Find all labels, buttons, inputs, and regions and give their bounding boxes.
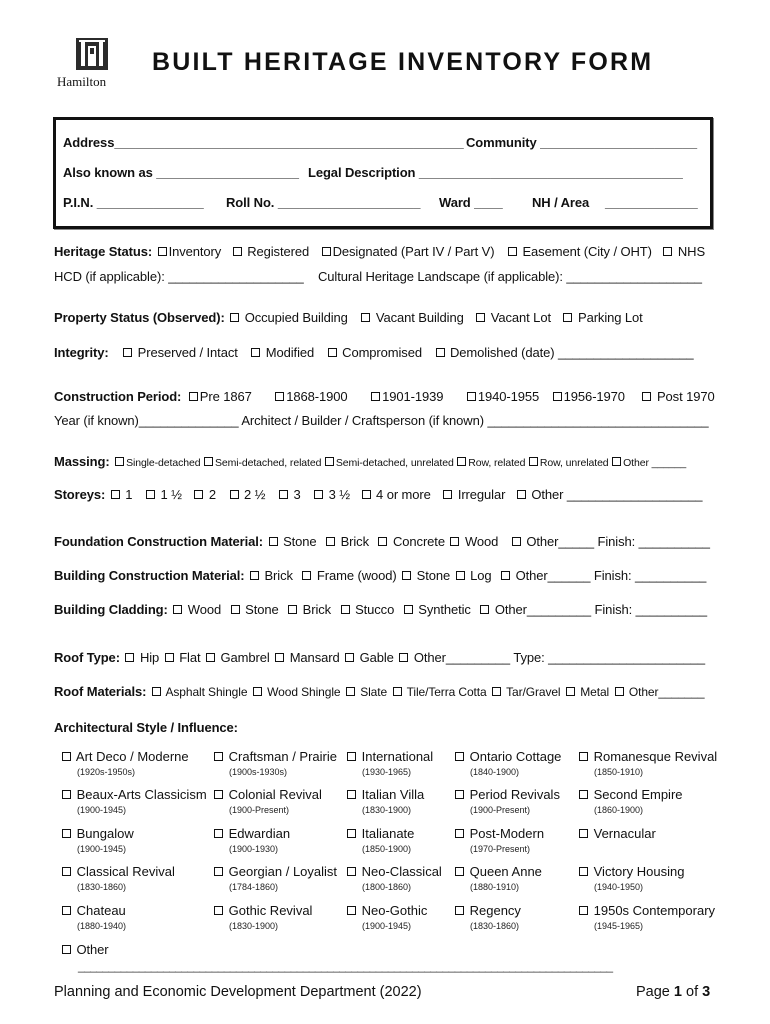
- style-years: (1850-1910): [594, 767, 644, 777]
- option-cladding-wood[interactable]: Wood: [173, 602, 221, 617]
- style-years: (1880-1940): [77, 921, 127, 931]
- style-option-line: [214, 903, 312, 918]
- style-option-other[interactable]: Other: [62, 942, 109, 957]
- checkbox-icon[interactable]: [529, 457, 538, 466]
- style-years: (1930-1965): [362, 767, 412, 777]
- logo-text: Hamilton: [57, 74, 107, 89]
- checkbox-icon[interactable]: [204, 457, 213, 466]
- style-name: Classical Revival: [76, 864, 175, 879]
- checkbox-icon[interactable]: [62, 790, 71, 799]
- checkbox-icon[interactable]: [231, 605, 240, 614]
- option-vacant-lot[interactable]: Vacant Lot: [476, 310, 551, 325]
- style-option[interactable]: [579, 749, 717, 777]
- architectural-style-label: Architectural Style / Influence:: [54, 720, 238, 735]
- massing-label: Massing:: [54, 454, 110, 469]
- style-name: Craftsman / Prairie: [228, 749, 337, 764]
- option-roof-flat[interactable]: Flat: [165, 650, 201, 665]
- option-1940-1955[interactable]: 1940-1955: [467, 389, 539, 404]
- checkbox-icon[interactable]: [517, 490, 526, 499]
- style-name: Beaux-Arts Classicism: [76, 787, 207, 802]
- checkbox-icon[interactable]: [347, 829, 356, 838]
- option-vacant-building[interactable]: Vacant Building: [361, 310, 463, 325]
- integrity-label: Integrity:: [54, 345, 109, 360]
- style-name: Colonial Revival: [228, 787, 322, 802]
- style-name: Victory Housing: [593, 864, 685, 879]
- checkbox-icon[interactable]: [457, 457, 466, 466]
- roof-type-row: [54, 650, 705, 665]
- style-option-line: [347, 864, 442, 879]
- checkbox-icon[interactable]: [450, 537, 459, 546]
- option-1901-1939[interactable]: 1901-1939: [371, 389, 443, 404]
- roof-materials-row: [54, 684, 704, 699]
- checkbox-icon[interactable]: [123, 348, 132, 357]
- option-foundation-stone[interactable]: Stone: [269, 534, 317, 549]
- checkbox-icon[interactable]: [612, 457, 621, 466]
- style-option-line: [579, 787, 683, 802]
- style-name: Italianate: [361, 826, 415, 841]
- style-years: (1900-1930): [229, 844, 279, 854]
- checkbox-icon[interactable]: [250, 571, 259, 580]
- checkbox-icon[interactable]: [642, 392, 651, 401]
- style-name: Gothic Revival: [228, 903, 313, 918]
- checkbox-icon[interactable]: [404, 605, 413, 614]
- style-years: (1970-Present): [470, 844, 531, 854]
- style-option[interactable]: [579, 903, 715, 931]
- checkbox-icon[interactable]: [111, 490, 120, 499]
- checkbox-icon[interactable]: [501, 571, 510, 580]
- option-massing-other[interactable]: Other ______: [612, 457, 686, 469]
- option-registered[interactable]: Registered: [233, 244, 309, 259]
- style-option[interactable]: [214, 787, 322, 815]
- option-storey-1-5[interactable]: 1 ½: [146, 487, 182, 502]
- checkbox-icon[interactable]: [615, 687, 624, 696]
- style-option-line: [214, 787, 322, 802]
- checkbox-icon[interactable]: [214, 906, 223, 915]
- option-roof-gambrel[interactable]: Gambrel: [206, 650, 270, 665]
- checkbox-icon[interactable]: [214, 829, 223, 838]
- checkbox-icon[interactable]: [253, 687, 262, 696]
- option-easement[interactable]: Easement (City / OHT): [508, 244, 652, 259]
- checkbox-icon[interactable]: [347, 906, 356, 915]
- style-option-line: [214, 826, 290, 841]
- checkbox-icon[interactable]: [288, 605, 297, 614]
- checkbox-icon[interactable]: [492, 687, 501, 696]
- construction-period-row: [54, 389, 715, 404]
- cultural-landscape-field[interactable]: Cultural Heritage Landscape (if applicable): ___________________: [318, 269, 702, 284]
- footer-page-number: [636, 984, 710, 1000]
- option-nhs[interactable]: NHS: [663, 244, 705, 259]
- cladding-row: [54, 602, 707, 617]
- construction-period-label: Construction Period:: [54, 389, 182, 404]
- option-roofmat-tile[interactable]: Tile/Terra Cotta: [393, 685, 487, 699]
- option-material-log[interactable]: Log: [456, 568, 492, 583]
- checkbox-icon[interactable]: [233, 247, 242, 256]
- style-name: Edwardian: [228, 826, 291, 841]
- option-foundation-wood[interactable]: Wood: [450, 534, 498, 549]
- checkbox-icon[interactable]: [146, 490, 155, 499]
- option-foundation-brick[interactable]: Brick: [326, 534, 369, 549]
- option-1956-1970[interactable]: 1956-1970: [553, 389, 625, 404]
- style-name: Neo-Gothic: [361, 903, 428, 918]
- style-name: 1950s Contemporary: [593, 903, 716, 918]
- style-option-line: [579, 903, 715, 918]
- style-option[interactable]: [455, 864, 542, 892]
- style-option-line: [347, 787, 424, 802]
- style-years: (1900s-1930s): [229, 767, 288, 777]
- year-architect-field[interactable]: Year (if known)______________ Architect / Builder / Craftsperson (if known) _______________________________: [54, 413, 709, 428]
- option-roofmat-other[interactable]: Other_______: [615, 685, 705, 699]
- legal-description-field[interactable]: Legal Description _____________________________________: [308, 165, 683, 180]
- checkbox-icon[interactable]: [158, 247, 167, 256]
- checkbox-icon[interactable]: [455, 867, 464, 876]
- style-name: Romanesque Revival: [593, 749, 718, 764]
- ward-field[interactable]: Ward ____: [439, 195, 503, 210]
- style-option[interactable]: [455, 826, 544, 854]
- checkbox-icon[interactable]: [230, 313, 239, 322]
- checkbox-icon[interactable]: [314, 490, 323, 499]
- style-years: (1900-1945): [77, 805, 127, 815]
- massing-row: [54, 454, 686, 469]
- checkbox-icon[interactable]: [269, 537, 278, 546]
- checkbox-icon[interactable]: [347, 867, 356, 876]
- option-cladding-stucco[interactable]: Stucco: [341, 602, 395, 617]
- checkbox-icon[interactable]: [62, 945, 71, 954]
- option-1868-1900[interactable]: 1868-1900: [275, 389, 347, 404]
- style-years: (1830-1860): [470, 921, 520, 931]
- option-cladding-brick[interactable]: Brick: [288, 602, 331, 617]
- style-option-line: [579, 864, 684, 879]
- option-storey-4-plus[interactable]: 4 or more: [362, 487, 431, 502]
- hcd-field[interactable]: HCD (if applicable): ___________________: [54, 269, 304, 284]
- option-preserved[interactable]: Preserved / Intact: [123, 345, 238, 360]
- checkbox-icon[interactable]: [275, 653, 284, 662]
- style-years: (1860-1900): [594, 805, 644, 815]
- style-option-line: [62, 787, 207, 802]
- style-option[interactable]: [214, 864, 337, 892]
- also-known-as-field[interactable]: Also known as ____________________: [63, 165, 299, 180]
- option-roofmat-tar[interactable]: Tar/Gravel: [492, 685, 560, 699]
- option-foundation-concrete[interactable]: Concrete: [378, 534, 444, 549]
- checkbox-icon[interactable]: [508, 247, 517, 256]
- style-name: Italian Villa: [361, 787, 425, 802]
- property-status-row: [54, 310, 643, 325]
- option-storey-2[interactable]: 2: [194, 487, 216, 502]
- style-option[interactable]: [347, 787, 424, 815]
- option-cladding-other[interactable]: Other_________ Finish: __________: [480, 602, 707, 617]
- option-roofmat-slate[interactable]: Slate: [346, 685, 387, 699]
- hamilton-crest-icon: [74, 36, 110, 72]
- option-storey-2-5[interactable]: 2 ½: [230, 487, 266, 502]
- option-roof-other[interactable]: Other_________ Type: ______________________: [399, 650, 705, 665]
- pin-field[interactable]: P.I.N. _______________: [63, 195, 204, 210]
- checkbox-icon[interactable]: [443, 490, 452, 499]
- style-option-line: [62, 903, 126, 918]
- building-material-row: [54, 568, 706, 583]
- style-years: (1830-1900): [229, 921, 279, 931]
- style-name: Chateau: [76, 903, 126, 918]
- option-inventory[interactable]: Inventory: [158, 244, 222, 259]
- style-years: (1830-1860): [77, 882, 127, 892]
- checkbox-icon[interactable]: [325, 457, 334, 466]
- checkbox-icon[interactable]: [115, 457, 124, 466]
- cladding-label: Building Cladding:: [54, 602, 168, 617]
- option-semi-related[interactable]: Semi-detached, related: [204, 457, 321, 469]
- style-name: Regency: [469, 903, 521, 918]
- checkbox-icon[interactable]: [563, 313, 572, 322]
- style-option[interactable]: [347, 864, 442, 892]
- option-storey-irregular[interactable]: Irregular: [443, 487, 505, 502]
- style-name: Georgian / Loyalist: [228, 864, 338, 879]
- checkbox-icon[interactable]: [152, 687, 161, 696]
- style-option[interactable]: [579, 826, 656, 844]
- style-option[interactable]: [455, 787, 560, 815]
- style-name: Bungalow: [76, 826, 134, 841]
- style-years: (1880-1910): [470, 882, 520, 892]
- community-field[interactable]: Community ______________________: [466, 135, 697, 150]
- option-roof-mansard[interactable]: Mansard: [275, 650, 339, 665]
- checkbox-icon[interactable]: [279, 490, 288, 499]
- checkbox-icon[interactable]: [512, 537, 521, 546]
- checkbox-icon[interactable]: [455, 906, 464, 915]
- style-years: (1920s-1950s): [77, 767, 136, 777]
- option-row-unrelated[interactable]: Row, unrelated: [529, 457, 609, 469]
- style-option-line: [214, 864, 337, 879]
- style-option[interactable]: [579, 787, 683, 815]
- style-option-line: [455, 903, 521, 918]
- checkbox-icon[interactable]: [436, 348, 445, 357]
- option-material-frame[interactable]: Frame (wood): [302, 568, 396, 583]
- heritage-status-row: [54, 244, 705, 259]
- checkbox-icon[interactable]: [125, 653, 134, 662]
- style-years: (1840-1900): [470, 767, 520, 777]
- option-post-1970[interactable]: Post 1970: [642, 389, 714, 404]
- option-storey-3[interactable]: 3: [279, 487, 301, 502]
- style-option[interactable]: [455, 903, 521, 931]
- option-semi-unrelated[interactable]: Semi-detached, unrelated: [325, 457, 454, 469]
- style-option[interactable]: [455, 749, 561, 777]
- checkbox-icon[interactable]: [62, 906, 71, 915]
- option-storey-3-5[interactable]: 3 ½: [314, 487, 350, 502]
- style-name: Ontario Cottage: [469, 749, 562, 764]
- page-current: 1: [673, 984, 682, 1000]
- option-occupied[interactable]: Occupied Building: [230, 310, 348, 325]
- style-years: (1800-1860): [362, 882, 412, 892]
- style-option[interactable]: [62, 903, 126, 931]
- building-material-label: Building Construction Material:: [54, 568, 245, 583]
- style-years: (1900-Present): [470, 805, 531, 815]
- option-foundation-other[interactable]: Other_____ Finish: __________: [512, 534, 710, 549]
- storeys-row: [54, 487, 702, 502]
- style-option-line: [347, 826, 414, 841]
- option-material-stone[interactable]: Stone: [402, 568, 450, 583]
- other-style-line[interactable]: ________________________________________________________________________________________: [78, 959, 613, 973]
- form-title: BUILT HERITAGE INVENTORY FORM: [152, 48, 654, 76]
- style-option[interactable]: [347, 903, 427, 931]
- option-demolished[interactable]: Demolished (date) ___________________: [436, 345, 694, 360]
- checkbox-icon[interactable]: [566, 687, 575, 696]
- option-material-brick[interactable]: Brick: [250, 568, 293, 583]
- style-option[interactable]: [62, 749, 189, 777]
- checkbox-icon[interactable]: [251, 348, 260, 357]
- checkbox-icon[interactable]: [302, 571, 311, 580]
- checkbox-icon[interactable]: [456, 571, 465, 580]
- style-name: International: [361, 749, 434, 764]
- checkbox-icon[interactable]: [230, 490, 239, 499]
- option-cladding-synthetic[interactable]: Synthetic: [404, 602, 471, 617]
- address-field[interactable]: Address_________________________________________________: [63, 135, 464, 150]
- checkbox-icon[interactable]: [347, 752, 356, 761]
- style-name: Vernacular: [593, 826, 656, 841]
- style-option-line: [62, 864, 175, 879]
- style-option-line: [62, 826, 134, 841]
- checkbox-icon[interactable]: [341, 605, 350, 614]
- option-roof-hip[interactable]: Hip: [125, 650, 159, 665]
- style-years: (1900-1945): [362, 921, 412, 931]
- option-material-other[interactable]: Other______ Finish: __________: [501, 568, 706, 583]
- style-years: (1900-1945): [77, 844, 127, 854]
- checkbox-icon[interactable]: [393, 687, 402, 696]
- checkbox-icon[interactable]: [399, 653, 408, 662]
- checkbox-icon[interactable]: [480, 605, 489, 614]
- checkbox-icon[interactable]: [467, 392, 476, 401]
- checkbox-icon[interactable]: [579, 867, 588, 876]
- style-years: (1940-1950): [594, 882, 644, 892]
- checkbox-icon[interactable]: [214, 790, 223, 799]
- checkbox-icon[interactable]: [455, 790, 464, 799]
- style-name: Period Revivals: [469, 787, 560, 802]
- checkbox-icon[interactable]: [189, 392, 198, 401]
- checkbox-icon[interactable]: [347, 790, 356, 799]
- style-name: Neo-Classical: [361, 864, 442, 879]
- checkbox-icon[interactable]: [62, 752, 71, 761]
- checkbox-icon[interactable]: [455, 752, 464, 761]
- style-option-line: [579, 749, 717, 764]
- style-option[interactable]: [62, 787, 207, 815]
- style-option[interactable]: [347, 749, 433, 777]
- checkbox-icon[interactable]: [326, 537, 335, 546]
- style-option-line: [62, 749, 189, 764]
- roll-number-field[interactable]: Roll No. ____________________: [226, 195, 421, 210]
- option-modified[interactable]: Modified: [251, 345, 314, 360]
- checkbox-icon[interactable]: [402, 571, 411, 580]
- style-name: Art Deco / Moderne: [75, 749, 189, 764]
- page-total: 3: [702, 984, 711, 1000]
- option-parking-lot[interactable]: Parking Lot: [563, 310, 642, 325]
- style-name: Queen Anne: [469, 864, 542, 879]
- style-option[interactable]: [214, 826, 290, 854]
- option-row-related[interactable]: Row, related: [457, 457, 525, 469]
- style-years: (1850-1900): [362, 844, 412, 854]
- option-roofmat-asphalt[interactable]: Asphalt Shingle: [152, 685, 247, 699]
- page-prefix: Page: [636, 984, 674, 1000]
- checkbox-icon[interactable]: [346, 687, 355, 696]
- option-cladding-stone[interactable]: Stone: [231, 602, 279, 617]
- city-logo: [55, 36, 127, 94]
- checkbox-icon[interactable]: [345, 653, 354, 662]
- nh-area-label: NH / Area: [532, 195, 590, 210]
- checkbox-icon[interactable]: [663, 247, 672, 256]
- option-pre-1867[interactable]: Pre 1867: [189, 389, 252, 404]
- checkbox-icon[interactable]: [194, 490, 203, 499]
- style-option[interactable]: [62, 826, 134, 854]
- checkbox-icon[interactable]: [173, 605, 182, 614]
- checkbox-icon[interactable]: [476, 313, 485, 322]
- checkbox-icon[interactable]: [214, 867, 223, 876]
- option-storey-1[interactable]: 1: [111, 487, 133, 502]
- roof-materials-label: Roof Materials:: [54, 684, 147, 699]
- style-option[interactable]: [214, 749, 337, 777]
- property-status-label: Property Status (Observed):: [54, 310, 225, 325]
- page-of: of: [681, 984, 703, 1000]
- checkbox-icon[interactable]: [579, 790, 588, 799]
- checkbox-icon[interactable]: [275, 392, 284, 401]
- option-roofmat-metal[interactable]: Metal: [566, 685, 609, 699]
- style-option-line: [455, 787, 560, 802]
- style-option-line: [347, 749, 433, 764]
- style-years: (1900-Present): [229, 805, 290, 815]
- style-option-line: [455, 864, 542, 879]
- style-option[interactable]: [347, 826, 414, 854]
- style-years: (1784-1860): [229, 882, 279, 892]
- checkbox-icon[interactable]: [62, 867, 71, 876]
- foundation-label: Foundation Construction Material:: [54, 534, 264, 549]
- checkbox-icon[interactable]: [579, 906, 588, 915]
- checkbox-icon[interactable]: [206, 653, 215, 662]
- footer-department: Planning and Economic Development Department (2022): [54, 984, 422, 1000]
- style-option[interactable]: [579, 864, 684, 892]
- option-storey-other[interactable]: Other ___________________: [517, 487, 703, 502]
- style-name: Second Empire: [593, 787, 683, 802]
- nh-area-field[interactable]: _____________: [605, 195, 698, 210]
- option-single-detached[interactable]: Single-detached: [115, 457, 200, 469]
- integrity-row: [54, 345, 694, 360]
- style-option-line: [455, 749, 561, 764]
- checkbox-icon[interactable]: [361, 313, 370, 322]
- style-years: (1830-1900): [362, 805, 412, 815]
- style-option-line: [455, 826, 544, 841]
- checkbox-icon[interactable]: [362, 490, 371, 499]
- option-roof-gable[interactable]: Gable: [345, 650, 394, 665]
- checkbox-icon[interactable]: [322, 247, 331, 256]
- style-years: (1945-1965): [594, 921, 644, 931]
- checkbox-icon[interactable]: [214, 752, 223, 761]
- checkbox-icon[interactable]: [579, 752, 588, 761]
- storeys-label: Storeys:: [54, 487, 106, 502]
- checkbox-icon[interactable]: [165, 653, 174, 662]
- checkbox-icon[interactable]: [455, 829, 464, 838]
- style-option-line: [579, 826, 656, 841]
- style-name: Post-Modern: [469, 826, 545, 841]
- style-option-line: [214, 749, 337, 764]
- checkbox-icon[interactable]: [62, 829, 71, 838]
- option-designated[interactable]: Designated (Part IV / Part V): [322, 244, 495, 259]
- option-roofmat-wood[interactable]: Wood Shingle: [253, 685, 341, 699]
- checkbox-icon[interactable]: [328, 348, 337, 357]
- heritage-status-label: Heritage Status:: [54, 244, 153, 259]
- style-option[interactable]: [214, 903, 312, 931]
- checkbox-icon[interactable]: [371, 392, 380, 401]
- roof-type-label: Roof Type:: [54, 650, 120, 665]
- foundation-row: [54, 534, 710, 549]
- style-option[interactable]: [62, 864, 175, 892]
- style-option-line: [347, 903, 427, 918]
- checkbox-icon[interactable]: [378, 537, 387, 546]
- option-compromised[interactable]: Compromised: [328, 345, 422, 360]
- checkbox-icon[interactable]: [553, 392, 562, 401]
- checkbox-icon[interactable]: [579, 829, 588, 838]
